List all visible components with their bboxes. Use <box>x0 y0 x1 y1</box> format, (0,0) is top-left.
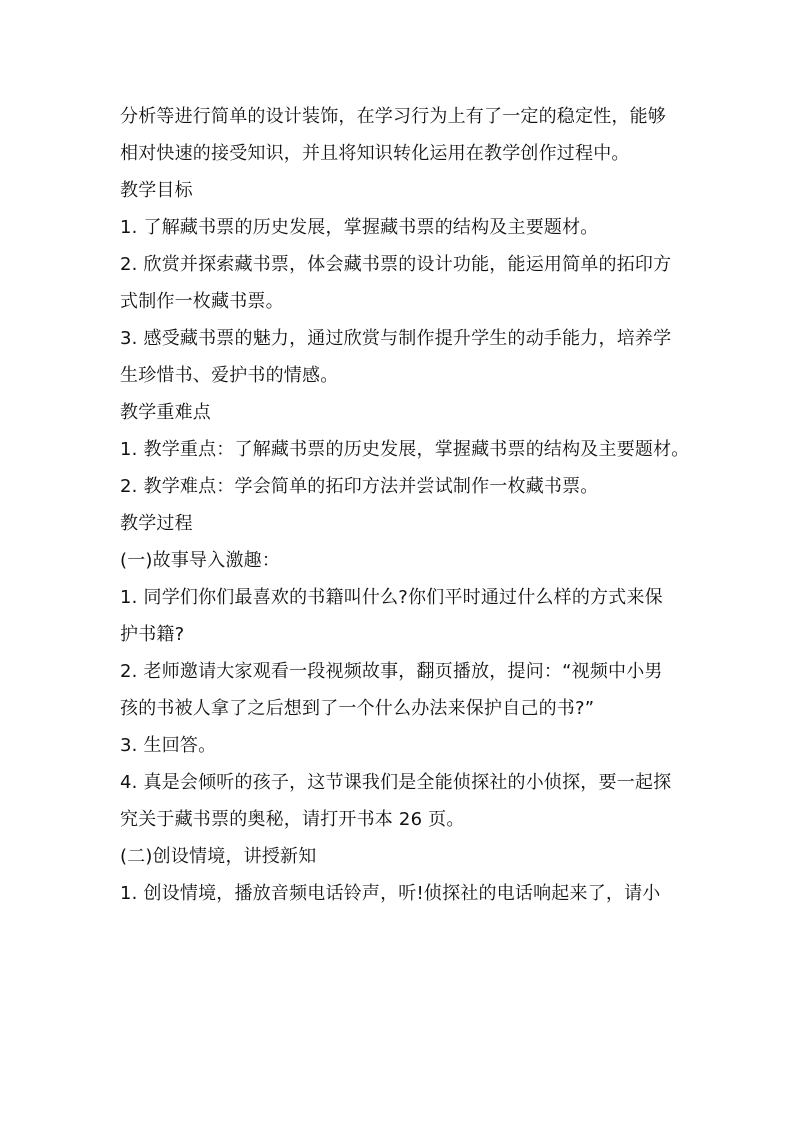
text-line: 究关于藏书票的奥秘，请打开书本 26 页。 <box>120 809 465 830</box>
subsection-heading: (二)创设情境，讲授新知 <box>120 846 317 867</box>
text-line: 孩的书被人拿了之后想到了一个什么办法来保护自己的书?” <box>120 698 595 719</box>
text-line: 相对快速的接受知识，并且将知识转化运用在教学创作过程中。 <box>120 143 630 164</box>
text-line: 2. 教学难点：学会简单的拓印方法并尝试制作一枚藏书票。 <box>120 476 599 497</box>
section-heading-process: 教学过程 <box>120 513 193 534</box>
text-line: 2. 老师邀请大家观看一段视频故事，翻页播放，提问：“视频中小男 <box>120 661 663 682</box>
text-line: 护书籍? <box>120 624 185 645</box>
text-line: 1. 了解藏书票的历史发展，掌握藏书票的结构及主要题材。 <box>120 217 599 238</box>
text-line: 1. 同学们你们最喜欢的书籍叫什么?你们平时通过什么样的方式来保 <box>120 587 663 608</box>
text-line: 生珍惜书、爱护书的情感。 <box>120 365 339 386</box>
section-heading-key-points: 教学重难点 <box>120 402 211 423</box>
text-line: 3. 感受藏书票的魅力，通过欣赏与制作提升学生的动手能力，培养学 <box>120 328 672 349</box>
text-line: 分析等进行简单的设计装饰，在学习行为上有了一定的稳定性，能够 <box>120 106 666 127</box>
text-line: 1. 教学重点：了解藏书票的历史发展，掌握藏书票的结构及主要题材。 <box>120 439 690 460</box>
text-line: 4. 真是会倾听的孩子，这节课我们是全能侦探社的小侦探，要一起探 <box>120 772 672 793</box>
subsection-heading: (一)故事导入激趣： <box>120 550 281 571</box>
text-line: 2. 欣赏并探索藏书票，体会藏书票的设计功能，能运用简单的拓印方 <box>120 254 672 275</box>
text-line: 式制作一枚藏书票。 <box>120 291 284 312</box>
text-line: 1. 创设情境，播放音频电话铃声，听!侦探社的电话响起来了，请小 <box>120 883 661 904</box>
text-line: 3. 生回答。 <box>120 735 217 756</box>
section-heading-objectives: 教学目标 <box>120 180 193 201</box>
document-body <box>120 98 690 912</box>
